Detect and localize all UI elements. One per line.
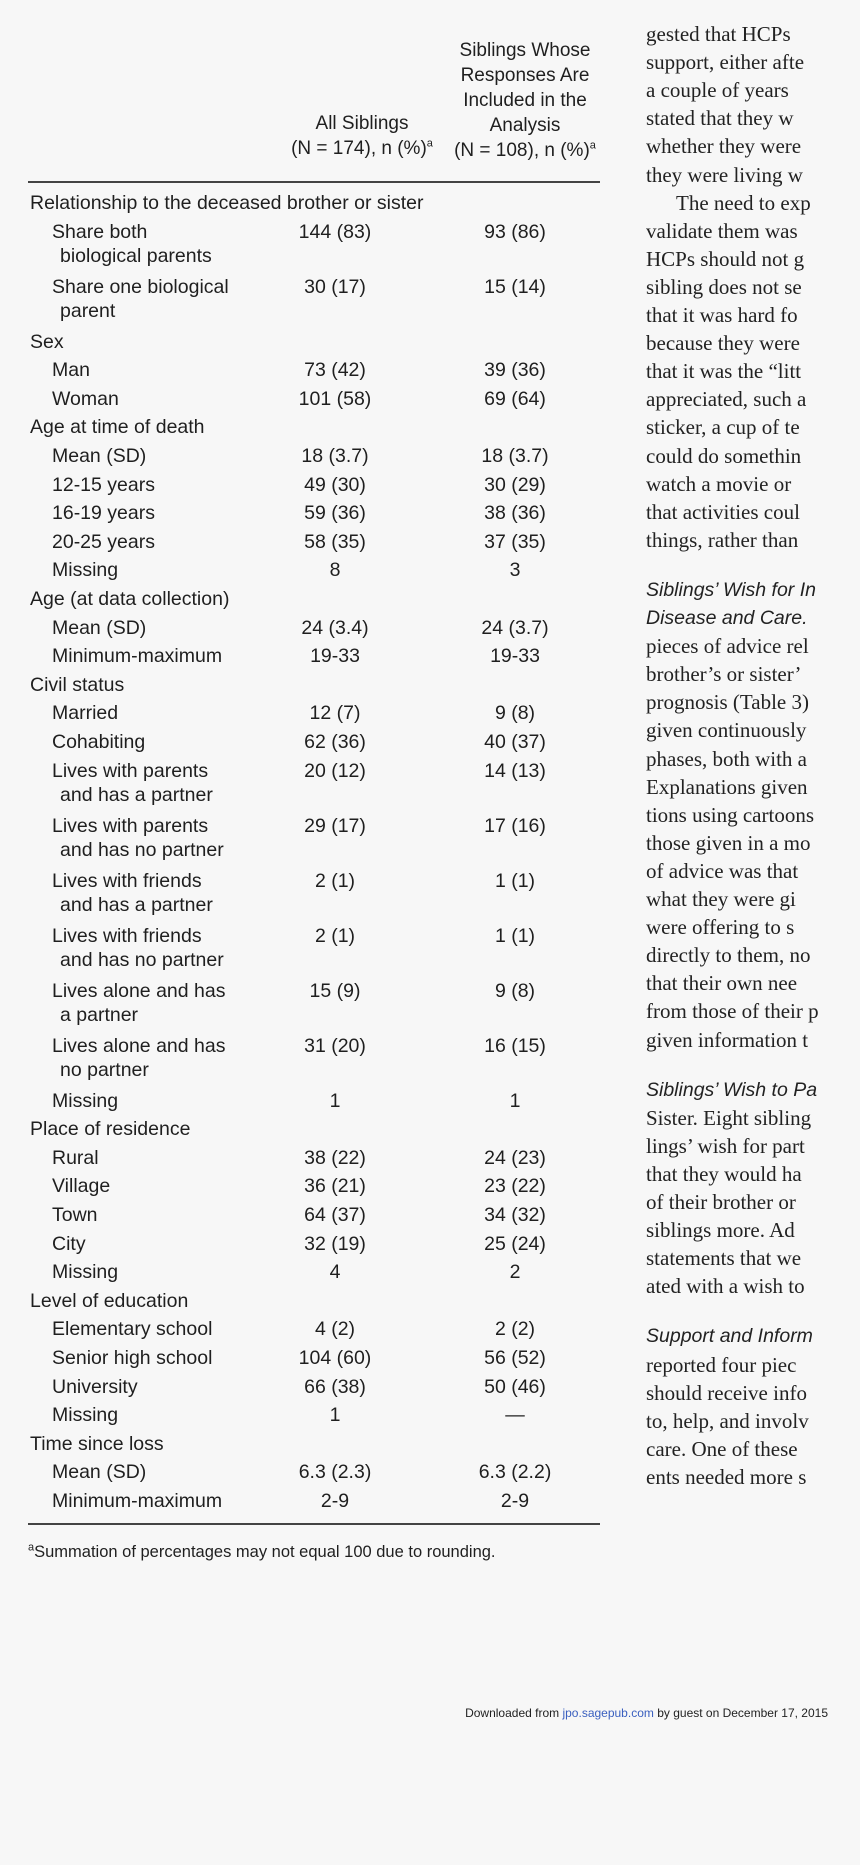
cell-analysis-siblings: 14 (13) [484,759,546,782]
cell-all-siblings: 32 (19) [304,1232,366,1255]
row-label: Lives alone and has [52,979,226,1002]
category-label: Sex [30,330,64,353]
cell-all-siblings: 12 (7) [309,702,361,725]
category-label: Level of education [30,1289,189,1312]
text-line: support, either afte [646,50,805,75]
row-label-wrap: and has no partner [60,949,224,972]
category-label: Age at time of death [30,416,205,439]
cell-analysis-siblings: 50 (46) [484,1375,546,1398]
row-label-wrap: biological parents [60,245,212,268]
cell-all-siblings: 31 (20) [304,1034,366,1057]
cell-all-siblings: 19-33 [310,645,360,668]
cell-all-siblings: 4 (2) [314,1318,356,1341]
cell-analysis-siblings: 19-33 [490,645,540,668]
text-line: that activities coul [646,499,800,524]
cell-analysis-siblings: 25 (24) [484,1232,546,1255]
text-line: were offering to s [646,915,795,940]
section-heading-line: Support and Inform [646,1325,813,1348]
row-label: Mean (SD) [52,1461,147,1484]
row-label: Town [52,1204,98,1226]
cell-analysis-siblings: 24 (3.7) [481,616,549,639]
text-line: they were living w [646,162,803,187]
row-label: Lives with friends [52,869,202,892]
cell-all-siblings: 64 (37) [304,1204,366,1226]
text-line: could do somethin [646,443,802,468]
text-line: that they would ha [646,1161,802,1186]
category-label: Place of residence [30,1118,191,1141]
header-rule [28,181,600,183]
table-footnote [28,1543,496,1562]
row-label: Share one biological [52,275,229,298]
row-label: Minimum-maximum [52,645,223,668]
text-line: that their own nee [646,971,798,996]
section-heading-line: Disease and Care. [646,607,808,629]
cell-all-siblings: 4 [329,1261,341,1284]
text-line: HCPs should not g [646,246,805,271]
cell-all-siblings: 104 (60) [298,1347,372,1369]
text-line: given information t [646,1027,809,1052]
cell-analysis-siblings: 18 (3.7) [481,445,549,467]
header-col1-line: All Siblings [315,113,409,134]
cell-analysis-siblings: 56 (52) [484,1347,546,1369]
row-label: Elementary school [52,1318,213,1341]
row-label: Missing [52,559,119,582]
row-label: 12-15 years [52,473,155,496]
header-col2 [435,38,615,163]
row-label: Married [52,702,119,725]
cell-analysis-siblings: 1 [509,1089,521,1112]
row-label: Mean (SD) [52,445,147,467]
text-line: that it was the “litt [646,359,802,384]
cell-all-siblings: 24 (3.4) [301,616,369,639]
text-line: a couple of years [646,78,789,103]
cell-all-siblings: 58 (35) [304,530,366,553]
row-label: Lives with parents [52,759,209,782]
text-line: pieces of advice rel [646,634,809,659]
cell-all-siblings: 101 (58) [298,387,372,410]
cell-analysis-siblings: 40 (37) [484,731,546,753]
cell-all-siblings: 36 (21) [304,1175,366,1198]
cell-analysis-siblings: 3 [509,559,521,582]
cell-all-siblings: 30 (17) [304,275,366,298]
cell-all-siblings: 49 (30) [304,473,366,496]
text-line: brother’s or sister’ [646,662,802,687]
cell-all-siblings: 2 (1) [314,869,356,892]
text-line: siblings more. Ad [646,1218,795,1243]
cell-analysis-siblings: 34 (32) [484,1204,546,1226]
text-line: The need to exp [676,190,811,215]
cell-all-siblings: 73 (42) [304,359,366,382]
text-line: validate them was [646,218,798,243]
text-line: watch a movie or [646,471,792,496]
cell-analysis-siblings: 37 (35) [484,530,546,553]
row-label: Share both [52,220,148,243]
cell-all-siblings: 62 (36) [304,731,366,753]
cell-analysis-siblings: 2 (2) [494,1318,536,1341]
cell-analysis-siblings: 2 [509,1261,521,1284]
cell-analysis-siblings: 9 (8) [494,979,536,1002]
header-col2-line: Analysis [489,115,561,136]
row-label: Lives with friends [52,924,202,947]
cell-analysis-siblings: 93 (86) [484,220,546,243]
text-line: given continuously [646,718,807,743]
row-label: 16-19 years [52,502,155,525]
text-line: that it was hard fo [646,303,798,327]
cell-analysis-siblings: 1 (1) [494,924,536,947]
cell-analysis-siblings: 2-9 [500,1490,530,1512]
text-line: what they were gi [646,887,796,911]
category-label: Age (at data collection) [30,588,230,610]
text-line: Sister. Eight sibling [646,1105,812,1130]
row-label-wrap: and has a partner [60,784,213,807]
cell-analysis-siblings: 39 (36) [484,359,546,382]
row-label: Senior high school [52,1347,213,1369]
cell-analysis-siblings: 69 (64) [484,387,546,410]
category-label: Relationship to the deceased brother or sister [30,192,424,214]
row-label: Missing [52,1089,119,1112]
header-col1-line: (N = 174), n (%) [291,138,427,159]
row-label: Cohabiting [52,731,146,753]
text-line: whether they were [646,134,802,159]
cell-all-siblings: 66 (38) [304,1375,366,1398]
text-line: stated that they w [646,106,794,131]
category-label: Time since loss [30,1432,164,1455]
section-heading-line: Siblings’ Wish to Pa [646,1078,818,1101]
cell-all-siblings: 20 (12) [304,759,366,782]
row-label-wrap: and has a partner [60,894,213,917]
text-line: tions using cartoons [646,802,814,827]
text-line: to, help, and involv [646,1408,809,1433]
cell-all-siblings: 18 (3.7) [301,445,369,467]
credit-link[interactable]: jpo.sagepub.com [562,1706,654,1720]
cell-analysis-siblings: — [505,1404,525,1427]
text-line: sibling does not se [646,274,802,299]
row-label: Lives alone and has [52,1034,226,1057]
text-line: ents needed more s [646,1464,807,1489]
row-label: Minimum-maximum [52,1490,223,1512]
cell-all-siblings: 38 (22) [304,1146,366,1169]
text-line: should receive info [646,1380,807,1405]
text-line: prognosis (Table 3) [646,690,809,715]
text-line: things, rather than [646,527,799,552]
category-label: Civil status [30,673,125,696]
header-col2-line: Responses Are [460,65,590,86]
download-credit [465,1706,828,1720]
cell-analysis-siblings: 17 (16) [484,814,546,837]
section-heading-line: Siblings’ Wish for In [646,578,816,601]
row-label: Missing [52,1261,119,1284]
cell-all-siblings: 8 [329,559,341,582]
footnote-text: Summation of percentages may not equal 100 due to rounding. [34,1543,496,1561]
body-text-column [646,20,860,1620]
credit-prefix: Downloaded from [465,1706,563,1720]
text-line: gested that HCPs [646,22,791,46]
row-label-wrap: and has no partner [60,839,224,862]
row-label: City [52,1232,86,1255]
header-col1 [262,111,462,161]
footnote-marker: a [426,137,433,150]
text-line: statements that we [646,1246,802,1271]
row-label: University [52,1375,138,1398]
text-line: appreciated, such a [646,387,807,412]
cell-all-siblings: 2-9 [320,1490,350,1512]
cell-analysis-siblings: 1 (1) [494,869,536,892]
text-line: lings’ wish for part [646,1133,805,1158]
cell-all-siblings: 2 (1) [314,924,356,947]
row-label-wrap: no partner [60,1059,149,1082]
row-label: Rural [52,1146,99,1169]
cell-all-siblings: 144 (83) [298,220,372,243]
credit-suffix: by guest on December 17, 2015 [653,1706,828,1720]
cell-analysis-siblings: 16 (15) [484,1034,546,1057]
row-label: Man [52,359,90,382]
cell-all-siblings: 59 (36) [304,502,366,525]
footnote-marker: a [589,139,596,152]
text-line: phases, both with a [646,746,807,771]
text-line: sticker, a cup of te [646,415,800,440]
cell-analysis-siblings: 23 (22) [484,1175,546,1198]
cell-analysis-siblings: 38 (36) [484,502,546,525]
cell-all-siblings: 29 (17) [304,814,366,837]
bottom-rule [28,1523,600,1525]
text-line: because they were [646,331,800,356]
cell-analysis-siblings: 24 (23) [484,1146,546,1169]
header-col2-line: Included in the [463,90,587,111]
cell-all-siblings: 1 [329,1404,341,1427]
cell-analysis-siblings: 15 (14) [484,275,546,298]
row-label: Mean (SD) [52,616,147,639]
row-label: Lives with parents [52,814,209,837]
cell-analysis-siblings: 6.3 (2.2) [478,1461,552,1484]
row-label-wrap: a partner [60,1004,139,1027]
row-label-wrap: parent [60,300,116,323]
text-line: from those of their p [646,999,819,1024]
row-label: Village [52,1175,111,1198]
text-line: those given in a mo [646,830,811,855]
row-label: Missing [52,1404,119,1427]
text-line: of their brother or [646,1190,796,1214]
header-col2-line: Siblings Whose [459,40,591,61]
cell-all-siblings: 15 (9) [309,979,361,1002]
text-line: ated with a wish to [646,1274,805,1299]
text-line: of advice was that [646,858,799,883]
text-line: directly to them, no [646,943,811,968]
cell-all-siblings: 6.3 (2.3) [298,1461,372,1484]
text-line: care. One of these [646,1436,798,1461]
footnote-marker: a [28,1541,35,1554]
row-label: Woman [52,387,119,410]
header-col2-line: (N = 108), n (%) [454,140,590,161]
cell-all-siblings: 1 [329,1089,341,1112]
cell-analysis-siblings: 9 (8) [494,702,536,725]
text-line: reported four piec [646,1352,797,1377]
cell-analysis-siblings: 30 (29) [484,473,546,496]
text-line: Explanations given [646,774,808,799]
row-label: 20-25 years [52,530,155,553]
